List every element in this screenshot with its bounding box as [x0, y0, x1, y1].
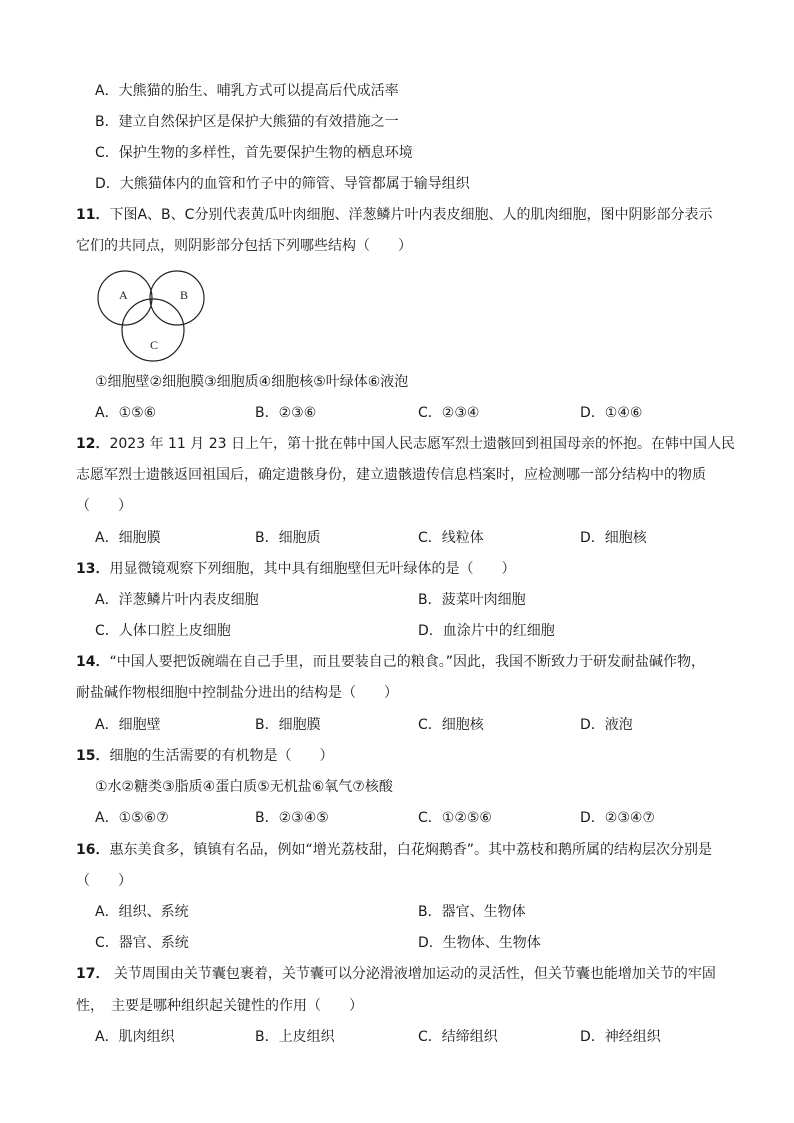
venn-label-b: B [180, 288, 189, 302]
q16-option-a: A．组织、系统 [95, 904, 189, 920]
q15-number: 15． [76, 748, 110, 764]
q11-stem-line1 [76, 205, 712, 225]
q15-substance-list: ①水②糖类③脂质④蛋白质⑤无机盐⑥氧气⑦核酸 [95, 779, 393, 795]
q17-option-a: A．肌肉组织 [95, 1029, 175, 1045]
q13-number: 13． [76, 561, 110, 577]
q10-option-d: D．大熊猫体内的血管和竹子中的筛管、导管都属于输导组织 [95, 176, 470, 192]
q16-number: 16． [76, 842, 110, 858]
q15-option-b: B．②③④⑤ [255, 810, 329, 826]
q17-option-b: B．上皮组织 [255, 1029, 335, 1045]
q12-option-c: C．线粒体 [418, 530, 484, 546]
q13-stem [76, 559, 515, 579]
q12-option-d: D．细胞核 [580, 530, 647, 546]
q14-stem-line2: 耐盐碱作物根细胞中控制盐分进出的结构是（ ） [76, 685, 398, 701]
q12-stem-line2: 志愿军烈士遗骸返回祖国后，确定遗骸身份，建立遗骸遗传信息档案时，应检测哪一部分结构中的物质 [76, 467, 706, 483]
q12-stem-line3: （ ） [76, 498, 132, 514]
q14-stem-text1: “中国人要把饭碗端在自己手里，而且要装自己的粮食。”因此，我国不断致力于研发耐盐碱作物， [109, 654, 705, 670]
venn-circle-b [150, 271, 204, 325]
q11-stem-text1: 下图A、B、C分别代表黄瓜叶肉细胞、洋葱鳞片叶内表皮细胞、人的肌肉细胞，图中阴影部分表示 [109, 207, 713, 223]
q17-option-c: C．结缔组织 [418, 1029, 498, 1045]
q11-structure-list: ①细胞壁②细胞膜③细胞质④细胞核⑤叶绿体⑥液泡 [95, 374, 409, 390]
q16-option-c: C．器官、系统 [95, 935, 189, 951]
q13-option-c: C．人体口腔上皮细胞 [95, 623, 231, 639]
q17-stem-line1 [76, 964, 716, 984]
q11-option-a: A．①⑤⑥ [95, 405, 157, 421]
q10-option-b: B．建立自然保护区是保护大熊猫的有效措施之一 [95, 114, 399, 130]
q13-option-b: B．菠菜叶肉细胞 [418, 592, 526, 608]
q14-stem-line1 [76, 652, 705, 672]
q11-option-b: B．②③⑥ [255, 405, 317, 421]
q14-option-c: C．细胞核 [418, 717, 484, 733]
q15-stem [76, 746, 333, 766]
q12-stem-line1 [76, 434, 735, 454]
q16-option-b: B．器官、生物体 [418, 904, 526, 920]
q15-option-a: A．①⑤⑥⑦ [95, 810, 169, 826]
q17-option-d: D．神经组织 [580, 1029, 661, 1045]
q14-number: 14． [76, 654, 110, 670]
q15-option-c: C．①②⑤⑥ [418, 810, 492, 826]
q17-number: 17． [76, 966, 110, 982]
q14-option-a: A．细胞壁 [95, 717, 161, 733]
q10-option-a: A．大熊猫的胎生、哺乳方式可以提高后代成活率 [95, 83, 399, 99]
venn-label-a: A [119, 288, 128, 302]
q13-option-a: A．洋葱鳞片叶内表皮细胞 [95, 592, 259, 608]
q14-option-d: D．液泡 [580, 717, 633, 733]
q11-option-c: C．②③④ [418, 405, 480, 421]
q15-option-d: D．②③④⑦ [580, 810, 655, 826]
q16-stem-text1: 惠东美食多，镇镇有名品，例如“增光荔枝甜，白花焖鹅香”。其中荔枝和鹅所属的结构层次分别是 [109, 842, 712, 858]
q12-option-b: B．细胞质 [255, 530, 321, 546]
q16-option-d: D．生物体、生物体 [418, 935, 541, 951]
q12-option-a: A．细胞膜 [95, 530, 161, 546]
venn-label-c: C [150, 338, 159, 352]
q11-option-d: D．①④⑥ [580, 405, 643, 421]
q16-stem-line2: （ ） [76, 873, 132, 889]
q17-stem-line2: 性， 主要是哪种组织起关键性的作用（ ） [76, 998, 363, 1014]
q12-stem-text1: 2023 年 11 月 23 日上午，第十批在韩中国人民志愿军烈士遗骸回到祖国母亲的怀抱。在韩中国人民 [109, 436, 735, 452]
q17-stem-text1: 关节周围由关节囊包裹着，关节囊可以分泌滑液增加运动的灵活性，但关节囊也能增加关节的牢固 [109, 966, 716, 982]
q11-stem-line2: 它们的共同点，则阴影部分包括下列哪些结构（ ） [76, 238, 412, 254]
q13-option-d: D．血涂片中的红细胞 [418, 623, 555, 639]
q13-stem-text: 用显微镜观察下列细胞，其中具有细胞壁但无叶绿体的是（ ） [109, 561, 516, 577]
q10-option-c: C．保护生物的多样性，首先要保护生物的栖息环境 [95, 145, 413, 161]
venn-diagram [95, 268, 210, 363]
q14-option-b: B．细胞膜 [255, 717, 321, 733]
q12-number: 12． [76, 436, 110, 452]
q11-number: 11． [76, 207, 110, 223]
q15-stem-text: 细胞的生活需要的有机物是（ ） [109, 748, 334, 764]
q16-stem-line1 [76, 840, 712, 860]
